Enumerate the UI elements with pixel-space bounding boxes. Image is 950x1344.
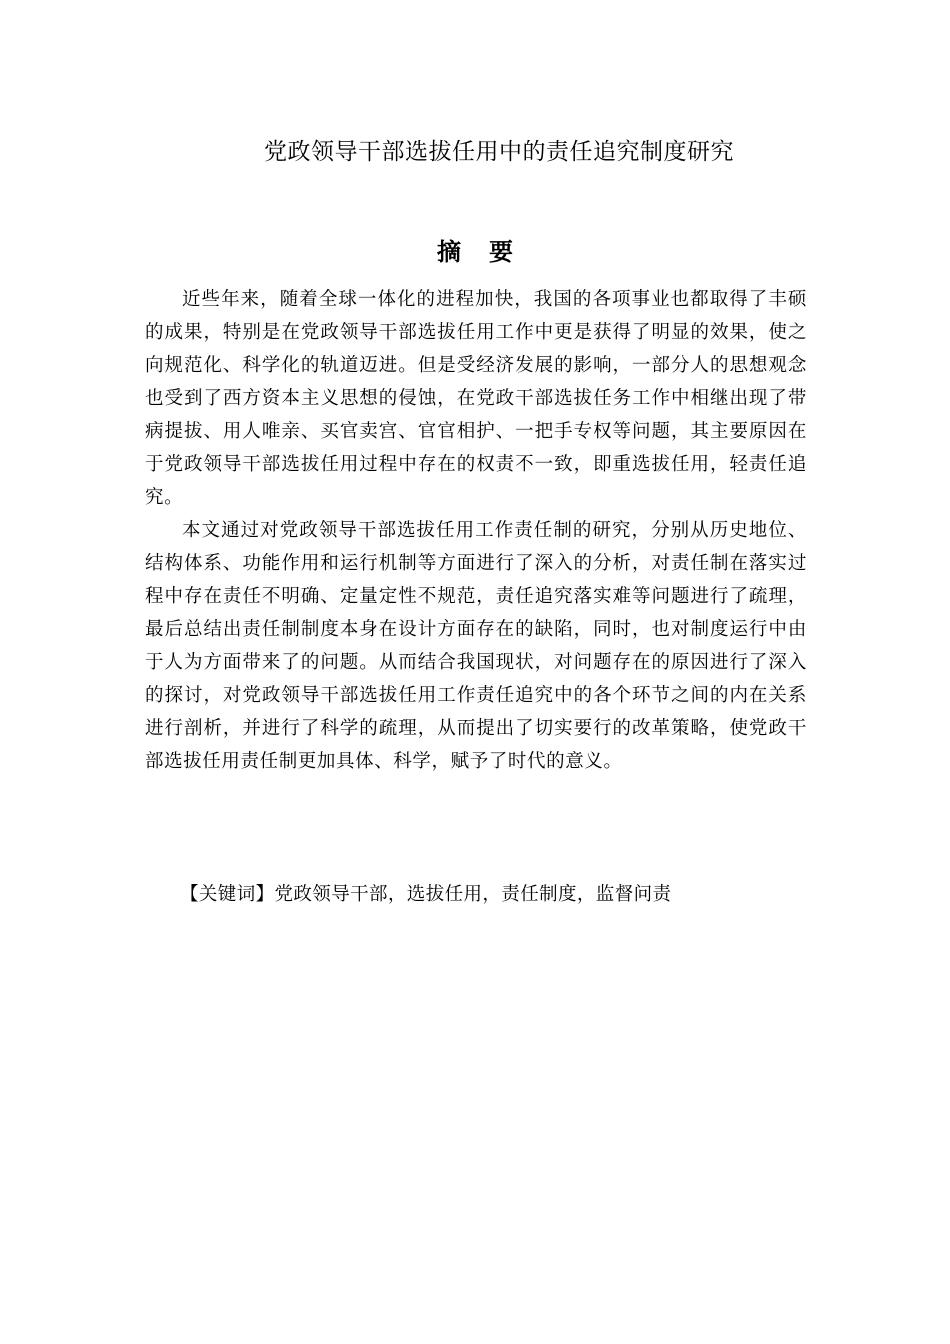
document-title: 党政领导干部选拔任用中的责任追究制度研究 [264,139,734,165]
abstract-paragraph-2: 本文通过对党政领导干部选拔任用工作责任制的研究，分别从历史地位、结构体系、功能作用和运行机制等方面进行了深入的分析，对责任制在落实过程中存在责任不明确、定量定性不规范，责任追究落实难等问题进行了疏理，最后总结出责任制制度本身在设计方面存在的缺陷，同时，也对制度运行中由于人为方面带来了的问题。从而结合我国现状，对问题存在的原因进行了深入的探讨，对党政领导干部选拔任用工作责任追究中的各个环节之间的内在关系进行剖析，并进行了科学的疏理，从而提出了切实要行的改革策略，使党政干部选拔任用责任制更加具体、科学，赋予了时代的意义。 [145,520,807,772]
abstract-heading-char-1: 摘 [437,238,461,266]
abstract-heading-char-2: 要 [489,238,513,266]
abstract-body [145,283,807,778]
abstract-heading [0,232,950,267]
abstract-paragraph-1: 近些年来，随着全球一体化的进程加快，我国的各项事业也都取得了丰硕的成果，特别是在党政领导干部选拔任用工作中更是获得了明显的效果，使之向规范化、科学化的轨道迈进。但是受经济发展的影响，一部分人的思想观念也受到了西方资本主义思想的侵蚀，在党政干部选拔任务工作中相继出现了带病提拔、用人唯亲、买官卖宫、官官相护、一把手专权等问题，其主要原因在于党政领导干部选拔任用过程中存在的权责不一致，即重选拔任用，轻责任追究。 [145,289,807,508]
keywords-line: 【关键词】党政领导干部，选拔任用，责任制度，监督问责 [180,884,672,905]
